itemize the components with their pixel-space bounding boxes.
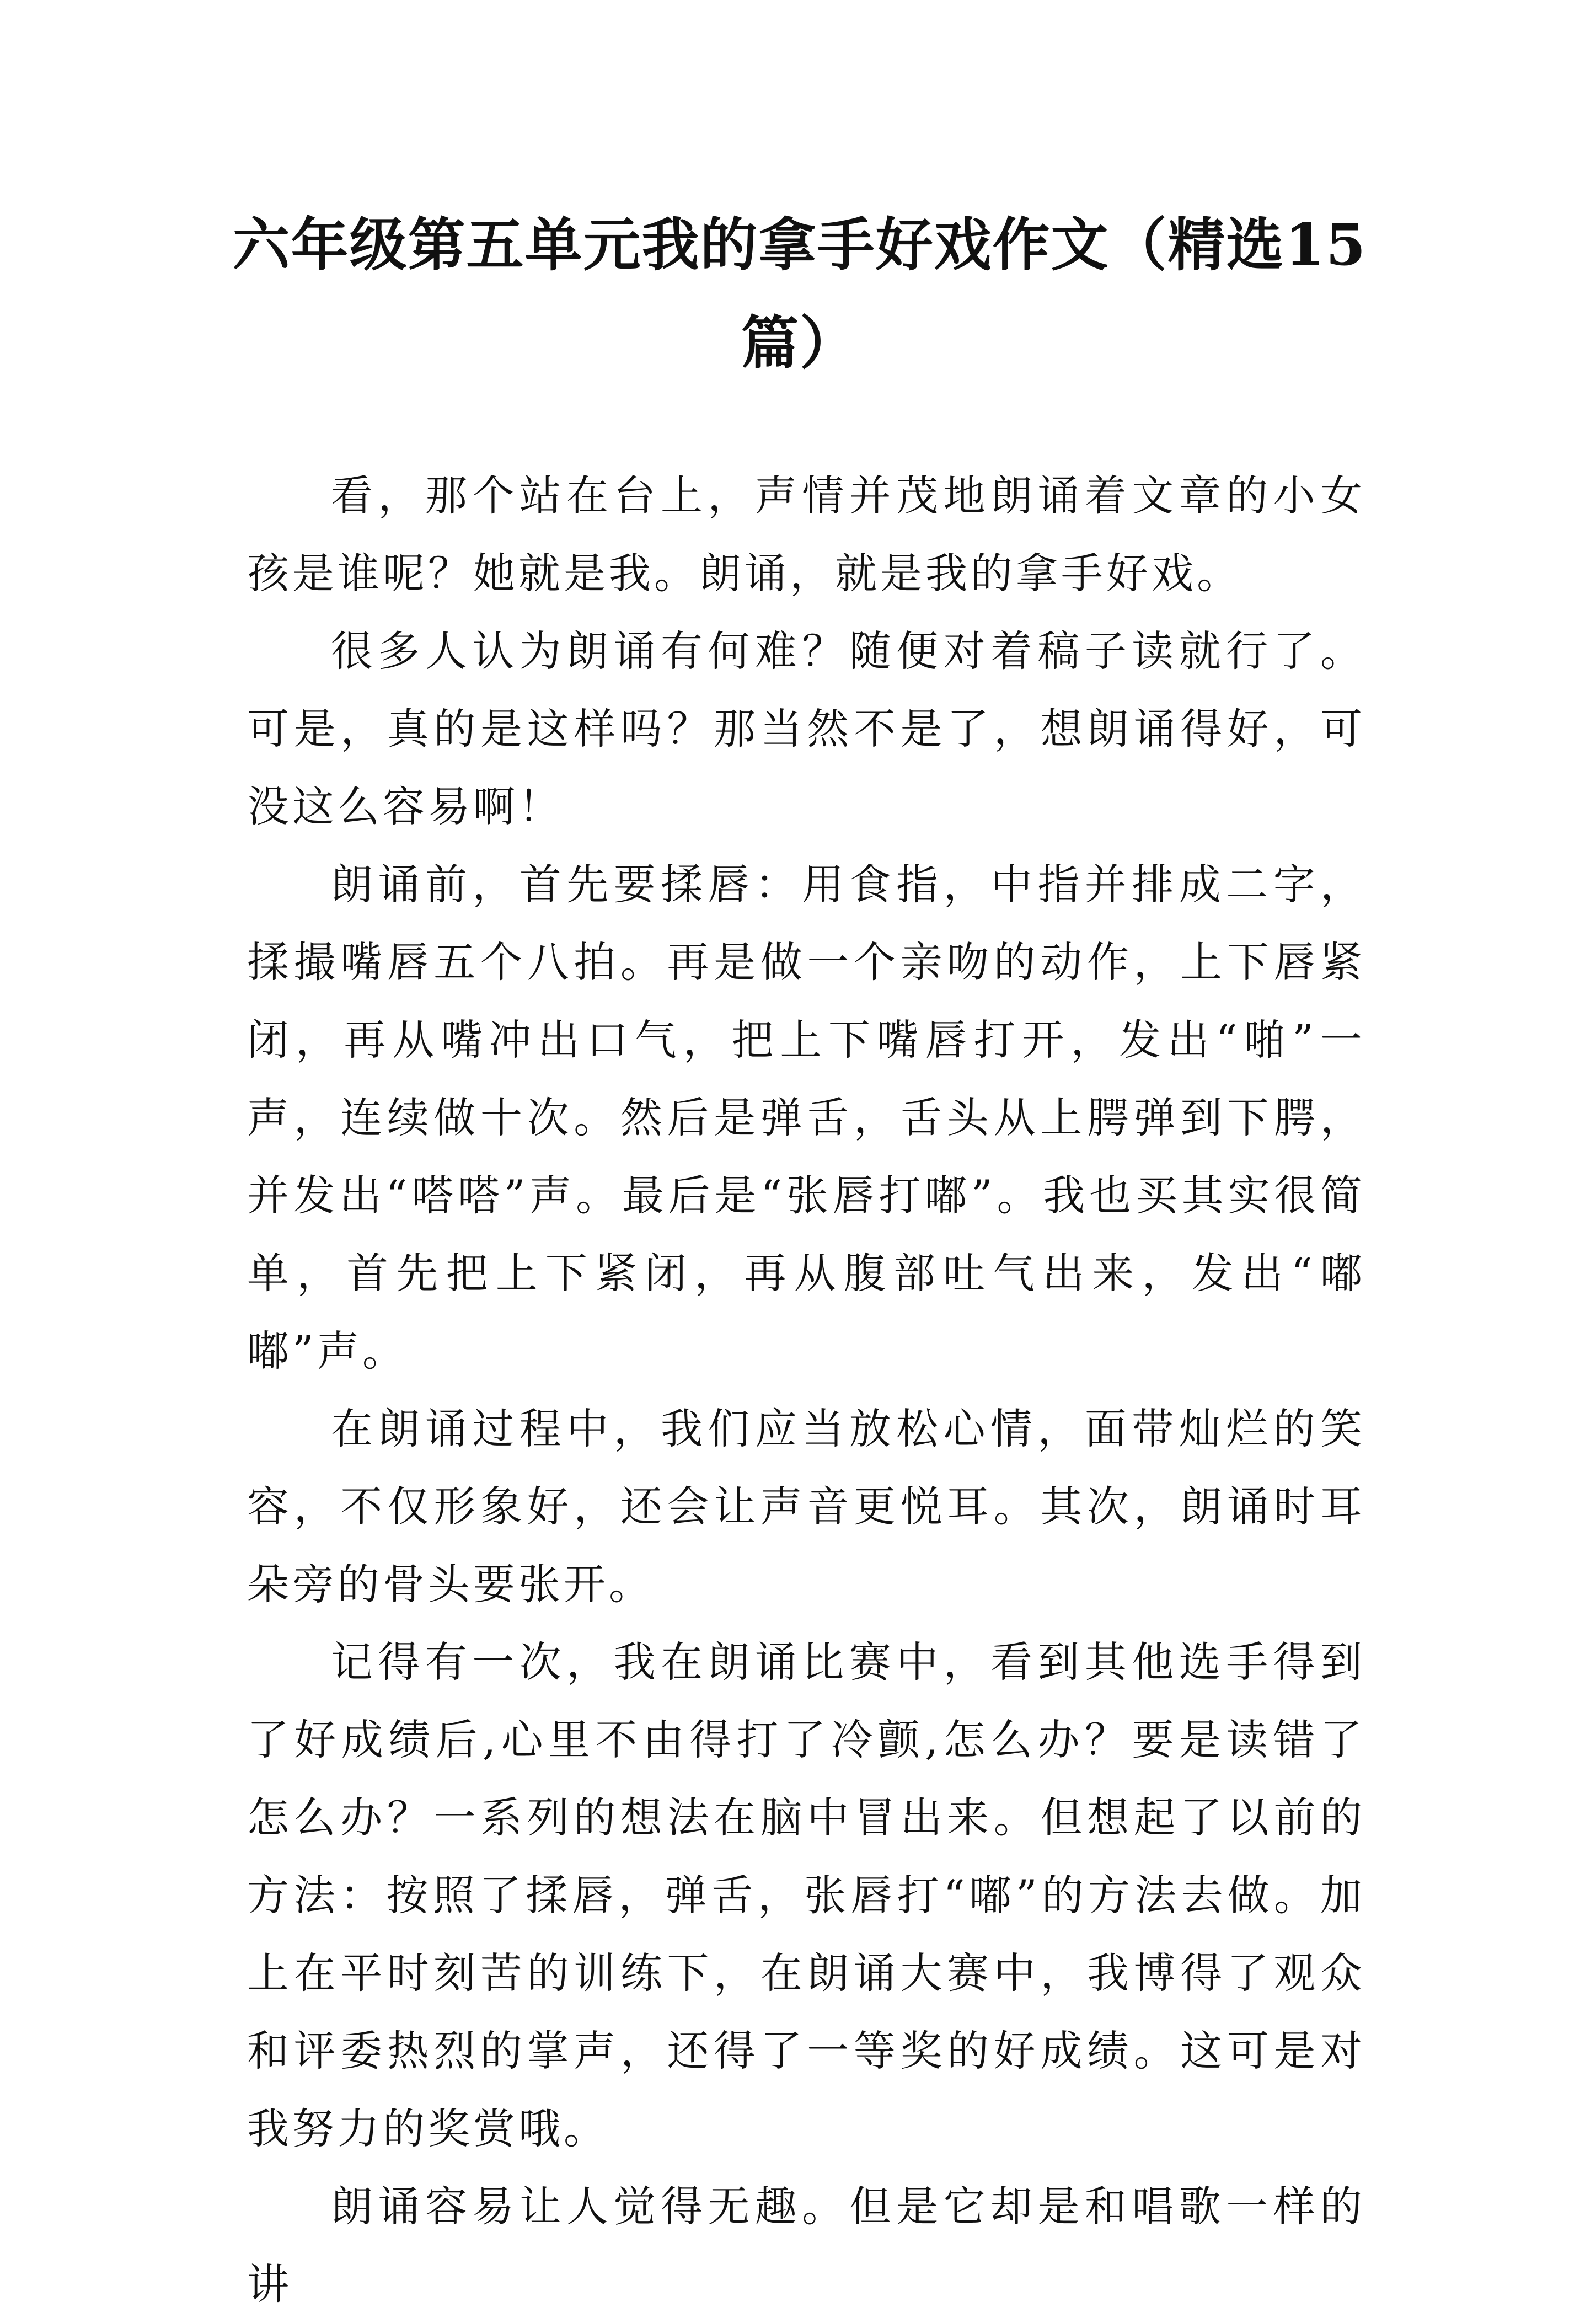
document-title: 六年级第五单元我的拿手好戏作文（精选15篇）	[232, 211, 1367, 377]
paragraph-2: 很多人认为朗诵有何难？随便对着稿子读就行了。可是，真的是这样吗？那当然不是了，想朗诵得好，可没这么容易啊！	[247, 627, 1365, 831]
document-body	[247, 457, 1365, 2323]
paragraph-5: 记得有一次，我在朗诵比赛中，看到其他选手得到了好成绩后,心里不由得打了冷颤,怎么办？要是读错了怎么办？一系列的想法在脑中冒出来。但想起了以前的方法：按照了揉唇，弹舌，张唇打“嘟”的方法去做。加上在平时刻苦的训练下，在朗诵大赛中，我博得了观众和评委热烈的掌声，还得了一等奖的好成绩。这可是对我努力的奖赏哦。	[247, 1637, 1365, 2153]
paragraph-3: 朗诵前，首先要揉唇：用食指，中指并排成二字，揉撮嘴唇五个八拍。再是做一个亲吻的动作，上下唇紧闭，再从嘴冲出口气，把上下嘴唇打开，发出“啪”一声，连续做十次。然后是弹舌，舌头从上腭弹到下腭，并发出“嗒嗒”声。最后是“张唇打嘟”。我也买其实很简单，首先把上下紧闭，再从腹部吐气出来，发出“嘟嘟”声。	[247, 860, 1365, 1375]
paragraph-1: 看，那个站在台上，声情并茂地朗诵着文章的小女孩是谁呢？她就是我。朗诵，就是我的拿手好戏。	[247, 471, 1365, 598]
paragraph-4: 在朗诵过程中，我们应当放松心情，面带灿烂的笑容，不仅形象好，还会让声音更悦耳。其次，朗诵时耳朵旁的骨头要张开。	[247, 1404, 1365, 1609]
paragraph-6: 朗诵容易让人觉得无趣。但是它却是和唱歌一样的讲	[247, 2182, 1365, 2309]
